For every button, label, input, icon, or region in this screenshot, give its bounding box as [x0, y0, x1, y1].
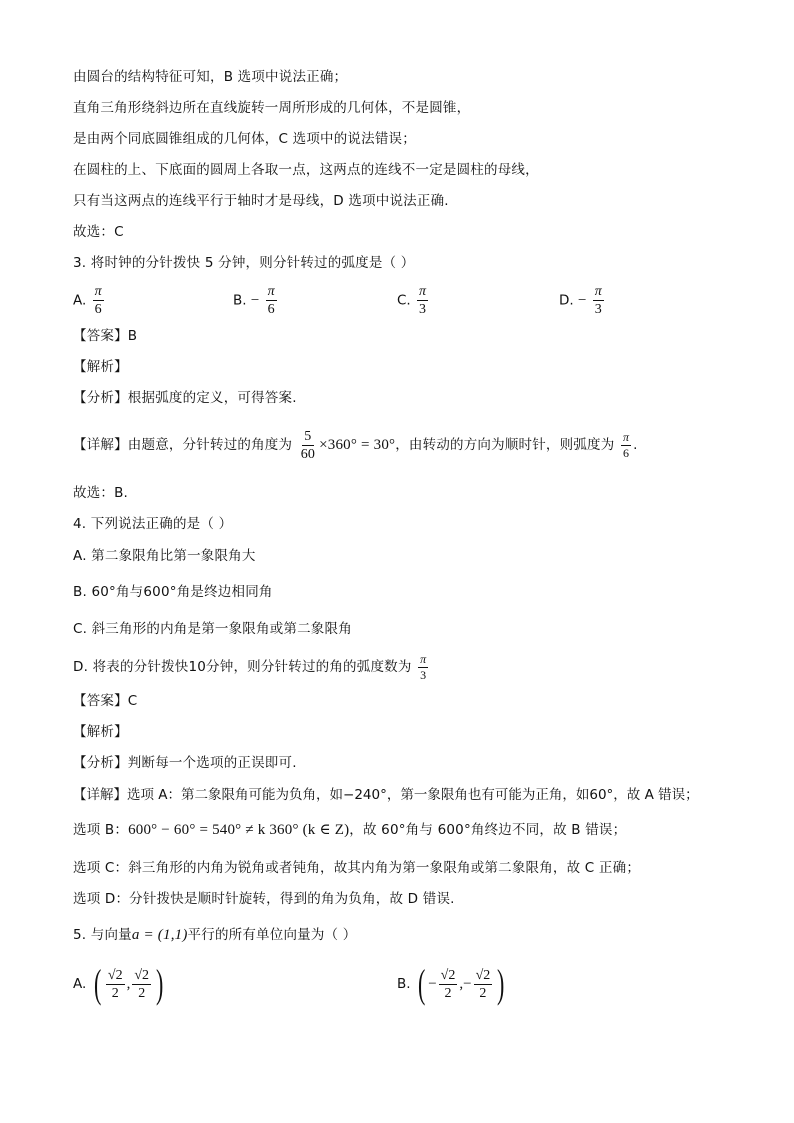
option-fraction — [439, 968, 458, 1001]
option-letter: D. — [559, 292, 574, 309]
q3-detail — [73, 427, 638, 463]
detail-fraction — [621, 431, 631, 460]
stem-text: 5. 与向量 — [73, 927, 132, 943]
option-text: D. 将表的分针拨快10分钟，则分针转过的角的弧度数为 — [73, 659, 412, 675]
q4-detail-c: 选项 C：斜三角形的内角为锐角或者钝角，故其内角为第一象限角或第二象限角，故 C 正确； — [73, 860, 641, 876]
option-fraction — [593, 284, 604, 317]
q3-fenxi: 【分析】根据弧度的定义，可得答案. — [73, 390, 297, 406]
comma: , — [459, 976, 464, 992]
denominator: 2 — [444, 985, 452, 1001]
numerator: √2 — [107, 967, 123, 983]
detail-fraction — [299, 429, 317, 462]
denominator: 2 — [111, 985, 119, 1001]
denominator: 60 — [300, 446, 316, 462]
question-4-stem: 4. 下列说法正确的是（ ） — [73, 516, 233, 532]
q3-option-c — [397, 284, 430, 317]
numerator: π — [94, 284, 102, 299]
q4-option-d — [73, 652, 430, 682]
numerator: π — [419, 284, 427, 299]
q4-analysis-tag: 【解析】 — [73, 724, 128, 740]
q3-option-a — [73, 284, 106, 317]
numerator: √2 — [134, 967, 150, 983]
denominator: 2 — [479, 985, 487, 1001]
denominator: 6 — [622, 445, 630, 460]
detail-expression: 600° − 60° = 540° ≠ k 360° (k ∈ Z) — [128, 822, 350, 838]
option-fraction — [417, 284, 428, 317]
option-fraction — [474, 968, 493, 1001]
detail-text: ，由转动的方向为顺时针，则弧度为 — [395, 437, 615, 453]
q3-option-d — [559, 284, 606, 317]
text-line: 只有当这两点的连线平行于轴时才是母线，D 选项中说法正确. — [73, 193, 449, 209]
denominator: 3 — [419, 302, 427, 317]
minus-sign: − — [463, 976, 472, 992]
q4-detail-d: 选项 D：分针拨快是顺时针旋转，得到的角为负角，故 D 错误. — [73, 891, 455, 907]
numerator: 5 — [304, 428, 312, 444]
denominator: 3 — [420, 667, 427, 682]
detail-text: 【详解】由题意，分针转过的角度为 — [73, 437, 293, 453]
left-paren: ( — [93, 961, 101, 1006]
question-5-stem — [73, 926, 356, 944]
denominator: 3 — [594, 302, 602, 317]
option-fraction — [93, 284, 104, 317]
numerator: π — [622, 429, 630, 444]
question-3-stem: 3. 将时钟的分针拨快 5 分钟，则分针转过的弧度是（ ） — [73, 255, 415, 271]
q4-detail-b — [73, 821, 626, 839]
q5-option-a — [73, 962, 166, 1006]
option-letter: A. — [73, 976, 87, 992]
numerator: π — [420, 651, 427, 666]
numerator: π — [267, 284, 275, 299]
q4-option-a: A. 第二象限角比第一象限角大 — [73, 548, 256, 564]
numerator: π — [594, 284, 602, 299]
option-fraction — [106, 968, 125, 1001]
denominator: 2 — [138, 985, 146, 1001]
option-letter: B. — [233, 292, 247, 309]
q3-analysis-tag: 【解析】 — [73, 359, 128, 375]
option-letter: B. — [397, 976, 411, 992]
detail-text: . — [633, 437, 638, 453]
option-fraction — [132, 968, 151, 1001]
q4-option-c: C. 斜三角形的内角是第一象限角或第二象限角 — [73, 621, 352, 637]
minus-sign: − — [428, 976, 437, 992]
left-paren: ( — [417, 961, 426, 1006]
option-sign: − — [577, 292, 587, 309]
text-line: 故选：C — [73, 224, 124, 240]
text-line: 在圆柱的上、下底面的圆周上各取一点，这两点的连线不一定是圆柱的母线， — [73, 162, 539, 178]
numerator: √2 — [475, 967, 491, 983]
q3-answer: 【答案】B — [73, 328, 138, 344]
text-line: 是由两个同底圆锥组成的几何体，C 选项中的说法错误； — [73, 131, 416, 147]
stem-text: 平行的所有单位向量为（ ） — [187, 927, 357, 943]
option-fraction — [266, 284, 277, 317]
right-paren: ) — [156, 961, 164, 1006]
q5-option-b — [397, 962, 508, 1006]
detail-text: ，故 60°角与 600°角终边不同，故 B 错误； — [349, 822, 627, 838]
q4-answer: 【答案】C — [73, 693, 138, 709]
detail-expression: ×360° = 30° — [319, 437, 396, 453]
option-letter: C. — [397, 292, 411, 309]
option-letter: A. — [73, 292, 87, 309]
numerator: √2 — [440, 967, 456, 983]
q4-detail-a: 【详解】选项 A：第二象限角可能为负角，如−240°，第一象限角也有可能为正角，如60°，故 A 错误； — [73, 787, 699, 803]
q4-fenxi: 【分析】判断每一个选项的正误即可. — [73, 755, 297, 771]
text-line: 直角三角形绕斜边所在直线旋转一周所形成的几何体，不是圆锥， — [73, 100, 471, 116]
q3-choose: 故选：B. — [73, 485, 129, 501]
comma: , — [126, 976, 131, 992]
q4-option-b: B. 60°角与600°角是终边相同角 — [73, 584, 273, 600]
q3-option-b — [233, 284, 279, 317]
detail-text: 选项 B： — [73, 822, 129, 838]
denominator: 6 — [267, 302, 275, 317]
option-fraction — [418, 653, 428, 682]
denominator: 6 — [94, 302, 102, 317]
vector-expression: a = (1,1) — [131, 927, 188, 943]
text-line: 由圆台的结构特征可知，B 选项中说法正确； — [73, 69, 348, 85]
right-paren: ) — [497, 961, 505, 1006]
option-sign: − — [250, 292, 260, 309]
